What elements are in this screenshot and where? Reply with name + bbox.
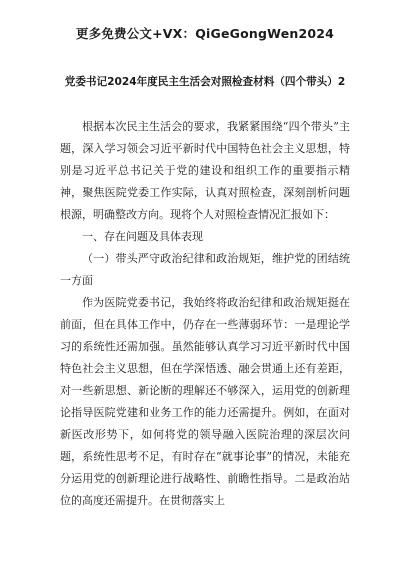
body-paragraph: 作为医院党委书记，我始终将政治纪律和政治规矩挺在前面，但在具体工作中，仍存在一些薄弱环节：一是理论学习的系统性还需加强。虽然能够认真学习习近平新时代中国特色社会主义思想，但在学深悟透、融会贯通上还有差距，对一些新思想、新论断的理解还不够深入，运用党的创新理论指导医院党建和业务工作的能力还需提升。例如，在面对新医改形势下，如何将党的领导融入医院治理的深层次问题，系统性思考不足，有时存在“就事论事”的情况，未能充分运用党的创新理论进行战略性、前瞻性指导。二是政治站位的高度还需提升。在贯彻落实上 bbox=[60, 296, 350, 507]
watermark-header: 更多免费公文+VX：QiGeGongWen2024 bbox=[75, 26, 335, 41]
section-heading: 一、存在问题及具体表现 bbox=[82, 230, 203, 243]
subsection-heading: （一）带头严守政治纪律和政治规矩，维护党的团结统一方面 bbox=[60, 252, 350, 287]
intro-paragraph: 根据本次民主生活会的要求，我紧紧围绕“四个带头”主题，深入学习领会习近平新时代中国特色社会主义思想，特别是习近平总书记关于党的建设和组织工作的重要指示精神，聚焦医院党委工作实际，认真对照检查，深刻剖析问题根源，明确整改方向。现将个人对照检查情况汇报如下： bbox=[60, 120, 350, 221]
document-title: 党委书记2024年度民主生活会对照检查材料（四个带头）2 bbox=[64, 76, 346, 88]
document-body bbox=[60, 116, 350, 512]
